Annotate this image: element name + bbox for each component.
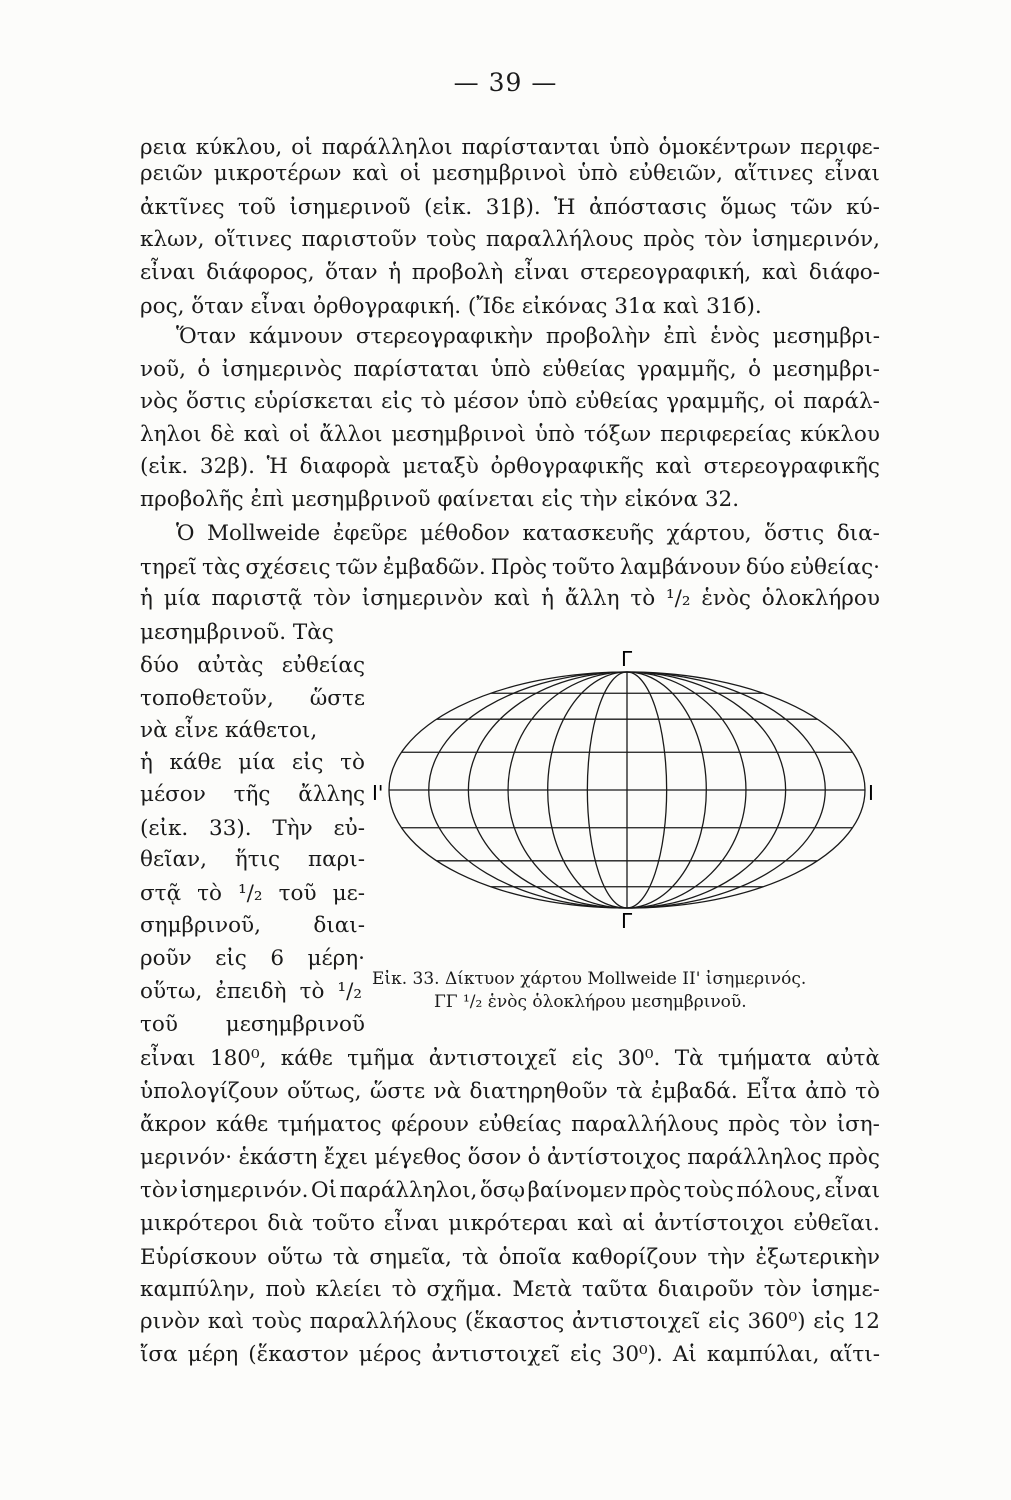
text-line: ρειῶν μικροτέρων καὶ οἱ μεσημβρινοὶ ὑπὸ εὐθειῶν, αἵτινες εἶναι [140,161,880,186]
text-line: νὰ εἶνε κάθετοι, [140,718,318,743]
text-line: Ὁ Mollweide ἐφεῦρε μέθοδον κατασκευῆς χάρτου, ὅστις δια- [176,521,880,546]
text-line: στᾷ τὸ ¹/₂ τοῦ με- [140,881,365,906]
text-line: μικρότεροι διὰ τοῦτο εἶναι μικρότεραι καὶ αἱ ἀντίστοιχοι εὐθεῖαι. [140,1211,880,1236]
text-line: ἡ μία παριστᾷ τὸν ἰσημερινὸν καὶ ἡ ἄλλη τὸ ¹/₂ ἑνὸς ὁλοκλήρου [140,586,880,611]
text-line: τοποθετοῦν, ὥστε [140,686,365,711]
text-line: ἀκτῖνες τοῦ ἰσημερινοῦ (εἰκ. 31β). Ἡ ἀπόστασις ὅμως τῶν κύ- [140,195,880,220]
text-line: ὑπολογίζουν οὕτως, ὥστε νὰ διατηρηθοῦν τὰ ἐμβαδά. Εἶτα ἀπὸ τὸ [140,1079,880,1104]
text-line: (εἰκ. 33). Τὴν εὐ- [140,816,365,841]
text-line: νὸς ὅστις εὑρίσκεται εἰς τὸ μέσον ὑπὸ εὐθείας γραμμῆς, οἱ παράλ- [140,389,880,414]
text-line: τοῦ μεσημβρινοῦ [140,1012,365,1037]
text-line: ἴσα μέρη (ἕκαστον μέρος ἀντιστοιχεῖ εἰς 30⁰). Αἱ καμπύλαι, αἵτι- [140,1342,880,1367]
caption-line-1: Εἰκ. 33. Δίκτυον χάρτου Mollweide ΙΙ' ἰσημερινός. [372,969,807,989]
text-line: καμπύλην, ποὺ κλείει τὸ σχῆμα. Μετὰ ταῦτα διαιροῦν τὸν ἰσημε- [140,1277,880,1302]
text-line: νοῦ, ὁ ἰσημερινὸς παρίσταται ὑπὸ εὐθείας γραμμῆς, ὁ μεσημβρι- [140,357,880,382]
page-number: — 39 — [453,68,558,97]
label-left-iota: Ι' [372,781,384,805]
caption-line-2: ΓΓ ¹/₂ ἑνὸς ὁλοκλήρου μεσημβρινοῦ. [434,991,747,1012]
text-line: (εἰκ. 32β). Ἡ διαφορὰ μεταξὺ ὀρθογραφικῆς καὶ στερεογραφικῆς [140,454,880,479]
text-line: μέσον τῆς ἄλλης [140,782,365,807]
text-line: εἶναι 180⁰, κάθε τμῆμα ἀντιστοιχεῖ εἰς 30⁰. Τὰ τμήματα αὐτὰ [140,1046,880,1071]
text-line: μερινόν· ἑκάστη ἔχει μέγεθος ὅσον ὁ ἀντίστοιχος παράλληλος πρὸς [140,1145,880,1170]
text-line: ληλοι δὲ καὶ οἱ ἄλλοι μεσημβρινοὶ ὑπὸ τόξων περιφερείας κύκλου [140,422,880,447]
text-line: σημβρινοῦ, διαι- [140,913,365,938]
text-line: ρος, ὅταν εἶναι ὀρθογραφική. (Ἴδε εἰκόνας 31α καὶ 31б). [140,294,762,319]
text-line: Εὑρίσκουν οὕτω τὰ σημεῖα, τὰ ὁποῖα καθορίζουν τὴν ἐξωτερικὴν [140,1245,880,1270]
text-line: εἶναι διάφορος, ὅταν ἡ προβολὴ εἶναι στερεογραφική, καὶ διάφο- [140,260,880,285]
label-right-iota: Ι [868,781,874,805]
text-line: ἄκρον κάθε τμήματος φέρουν εὐθείας παραλλήλους πρὸς τὸν ἰση- [140,1112,880,1137]
text-line: μεσημβρινοῦ. Τὰς [140,620,334,645]
label-top-gamma: Γ [621,647,633,671]
text-line: ρινὸν καὶ τοὺς παραλλήλους (ἕκαστος ἀντιστοιχεῖ εἰς 360⁰) εἰς 12 [140,1309,880,1334]
text-line: ρεια κύκλου, οἱ παράλληλοι παρίστανται ὑπὸ ὁμοκέντρων περιφε- [140,135,880,160]
text-line: προβολῆς ἐπὶ μεσημβρινοῦ φαίνεται εἰς τὴν εἰκόνα 32. [140,487,740,512]
text-line: ροῦν εἰς 6 μέρη· [140,946,365,971]
text-line: Ὅταν κάμνουν στερεογραφικὴν προβολὴν ἐπὶ ἑνὸς μεσημβρι- [176,324,880,349]
mollweide-grid-figure [372,640,892,940]
figure-caption [372,968,892,1014]
text-line: οὕτω, ἐπειδὴ τὸ ¹/₂ [140,979,362,1004]
text-line: κλων, οἵτινες παριστοῦν τοὺς παραλλήλους πρὸς τὸν ἰσημερινόν, [140,227,880,252]
text-line: δύο αὐτὰς εὐθείας [140,653,365,678]
text-line: τὸν ἰσημερινόν. Οἱ παράλληλοι, ὅσῳ βαίνομεν πρὸς τοὺς πόλους, εἶναι [140,1178,880,1203]
text-line: τηρεῖ τὰς σχέσεις τῶν ἐμβαδῶν. Πρὸς τοῦτο λαμβάνουν δύο εὐθείας· [140,555,880,580]
text-line: ἡ κάθε μία εἰς τὸ [140,750,365,775]
text-line: θεῖαν, ἥτις παρι- [140,847,365,872]
label-bottom-gamma: Γ [621,909,633,933]
